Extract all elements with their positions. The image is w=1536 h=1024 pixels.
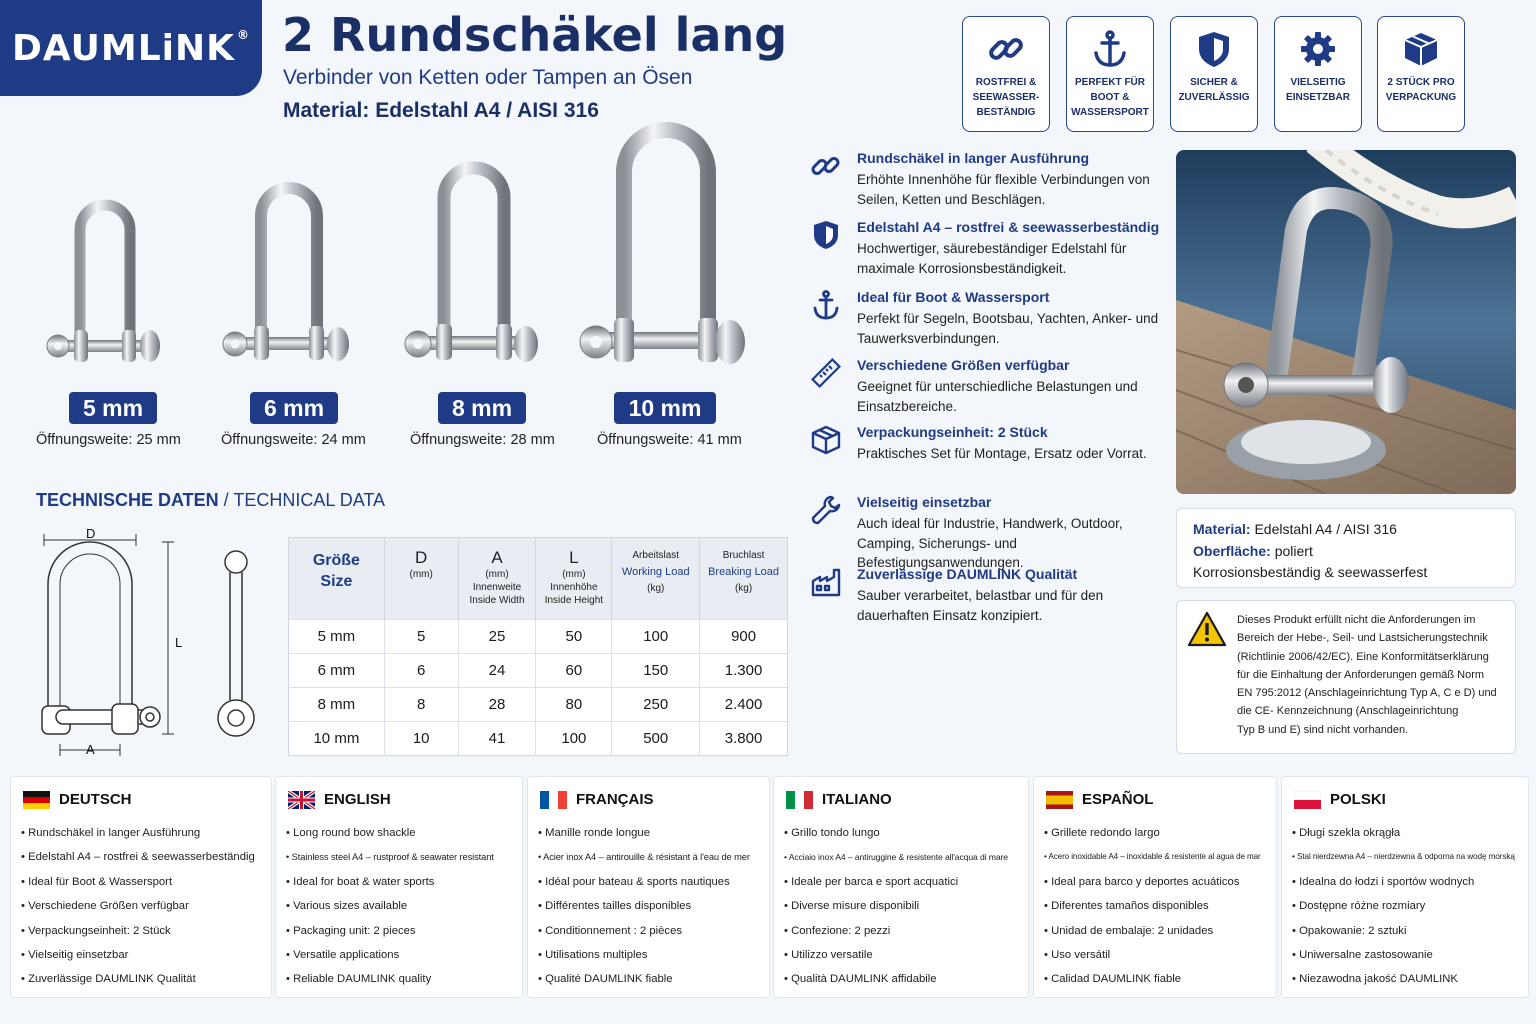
feature-text: Hochwertiger, säurebeständiger Edelstahl für maximale Korrosionsbeständigkeit.: [857, 241, 1127, 276]
list-item: • Long round bow shackle: [286, 827, 416, 839]
cell-a: 28: [458, 688, 536, 722]
cell-a: 41: [458, 722, 536, 756]
table-row: [289, 620, 788, 654]
table-row: [289, 688, 788, 722]
cell-d: 8: [384, 688, 458, 722]
page-title: 2 Rundschäkel lang: [282, 8, 788, 62]
flag-pl-icon: [1294, 791, 1321, 809]
cell-l: 80: [536, 688, 612, 722]
lang-name: FRANÇAIS: [576, 791, 654, 808]
diagram-label-a: A: [86, 742, 95, 757]
product-photo: [1176, 150, 1516, 494]
anchor-icon: [1090, 29, 1130, 69]
cell-size: 10 mm: [289, 722, 385, 756]
warning-box: [1176, 600, 1516, 754]
list-item: • Qualité DAUMLINK fiable: [538, 973, 673, 986]
header-size: Größe Size: [289, 538, 385, 620]
flag-gb-icon: [288, 791, 315, 809]
list-item: • Ideal for boat & water sports: [286, 875, 435, 888]
list-item: • Manille ronde longue: [538, 827, 650, 839]
corrosion-note: Korrosionsbeständig & seewasserfest: [1193, 564, 1428, 580]
cell-l: 100: [536, 722, 612, 756]
warning-text: Dieses Produkt erfüllt nicht die Anforderungen im Bereich der Hebe-, Seil- und Lastsicherungstechnik (Richtlinie 2006/42/EC). Eine Konformitätserklärung für die Einhaltung der Anforderungen gemäß Norm EN 795:2012 (Anschlageinrichtung Typ A, C e D) und die CE- Kennzeichnung (Anschlageinrichtung Typ B und E) sind nicht vorhanden.: [1237, 614, 1497, 736]
cell-d: 10: [384, 722, 458, 756]
list-item: • Ideal für Boot & Wassersport: [21, 875, 173, 888]
lang-list: [286, 821, 494, 992]
brand-mark: ®: [237, 27, 250, 42]
lang-list: [1044, 821, 1261, 992]
cell-breaking-load: 1.300: [700, 654, 788, 688]
header-d: D (mm): [384, 538, 458, 620]
badge-rustproof: [962, 16, 1050, 132]
list-item: • Verschiedene Größen verfügbar: [21, 900, 189, 913]
material-info-box: [1176, 508, 1516, 588]
list-item: • Rundschäkel in langer Ausführung: [21, 827, 201, 839]
feature-text: Praktisches Set für Montage, Ersatz oder Vorrat.: [857, 446, 1147, 461]
list-item: • Reliable DAUMLINK quality: [286, 973, 432, 986]
material-info-line: Material: Edelstahl A4 / AISI 316: [1193, 521, 1397, 537]
lang-panel-english: [275, 776, 523, 998]
badge-boat: [1066, 16, 1154, 132]
brand-name: DAUMLiNK: [12, 27, 235, 69]
box-icon: [810, 424, 842, 456]
box-icon: [1401, 29, 1441, 69]
list-item: • Versatile applications: [286, 949, 400, 962]
opening-width-6mm: Öffnungsweite: 24 mm: [221, 432, 366, 448]
list-item: • Acier inox A4 – antirouille & résistant à l'eau de mer: [538, 852, 750, 863]
lang-name: DEUTSCH: [59, 791, 132, 808]
brand-logo: [0, 0, 262, 96]
shackle-5mm-image: [40, 190, 170, 380]
table-row: [289, 722, 788, 756]
size-label-10mm: 10 mm: [614, 392, 716, 424]
list-item: • Qualità DAUMLINK affidabile: [784, 973, 937, 986]
technical-data-heading: TECHNISCHE DATEN / TECHNICAL DATA: [36, 490, 386, 510]
anchor-icon: [810, 289, 842, 321]
list-item: • Dostępne różne rozmiary: [1292, 900, 1426, 913]
size-label-5mm: 5 mm: [69, 392, 157, 424]
header-a: A (mm) Innenweite Inside Width: [458, 538, 536, 620]
cell-l: 60: [536, 654, 612, 688]
table-header-row: [289, 538, 788, 620]
cell-breaking-load: 2.400: [700, 688, 788, 722]
list-item: • Diverse misure disponibili: [784, 900, 920, 913]
badge-label: 2 STÜCK PRO VERPACKUNG: [1385, 77, 1457, 103]
opening-width-10mm: Öffnungsweite: 41 mm: [597, 432, 742, 448]
cell-working-load: 250: [612, 688, 700, 722]
list-item: • Grillo tondo lungo: [784, 827, 880, 839]
diagram-label-l: L: [175, 635, 183, 650]
badge-pack: [1377, 16, 1465, 132]
lang-panel-polski: [1281, 776, 1529, 998]
flag-fr-icon: [540, 791, 567, 809]
cell-size: 5 mm: [289, 620, 385, 654]
list-item: • Verpackungseinheit: 2 Stück: [21, 924, 171, 937]
list-item: • Zuverlässige DAUMLINK Qualität: [21, 973, 196, 986]
wrench-icon: [810, 494, 842, 526]
lang-panel-francais: [527, 776, 770, 998]
size-label-6mm: 6 mm: [250, 392, 338, 424]
list-item: • Długi szekla okrągła: [1292, 827, 1401, 839]
feature-title: Vielseitig einsetzbar: [857, 494, 992, 510]
list-item: • Ideale per barca e sport acquatici: [784, 875, 959, 888]
list-item: • Unidad de embalaje: 2 unidades: [1044, 924, 1214, 937]
badge-label: PERFEKT FÜR BOOT & WASSERSPORT: [1071, 77, 1149, 118]
list-item: • Acciaio inox A4 – antiruggine & resistente all'acqua di mare: [784, 852, 1008, 863]
opening-width-5mm: Öffnungsweite: 25 mm: [36, 432, 181, 448]
list-item: • Utilizzo versatile: [784, 949, 873, 962]
header-l: L (mm) Innenhöhe Inside Height: [536, 538, 612, 620]
diagram-label-d: D: [86, 526, 96, 541]
badge-label: ROSTFREI & SEEWASSER-BESTÄNDIG: [972, 77, 1040, 118]
lang-panel-espanol: [1033, 776, 1277, 998]
shackle-10mm-image: [574, 120, 754, 382]
size-label-8mm: 8 mm: [438, 392, 526, 424]
flag-es-icon: [1046, 791, 1073, 809]
lang-list: [21, 821, 255, 992]
ruler-icon: [810, 357, 842, 389]
list-item: • Edelstahl A4 – rostfrei & seewasserbeständig: [21, 851, 255, 864]
page-subtitle: Verbinder von Ketten oder Tampen an Ösen: [283, 66, 693, 89]
badge-safe: [1170, 16, 1258, 132]
lang-name: ENGLISH: [324, 791, 391, 808]
list-item: • Ideal para barco y deportes acuáticos: [1044, 875, 1240, 888]
feature-title: Verpackungseinheit: 2 Stück: [857, 424, 1048, 440]
cell-working-load: 150: [612, 654, 700, 688]
list-item: • Various sizes available: [286, 900, 408, 913]
lang-name: ITALIANO: [822, 791, 892, 808]
material-line: Material: Edelstahl A4 / AISI 316: [283, 99, 599, 122]
lang-list: [538, 821, 750, 992]
cell-a: 25: [458, 620, 536, 654]
cell-breaking-load: 900: [700, 620, 788, 654]
feature-title: Rundschäkel in langer Ausführung: [857, 150, 1090, 166]
list-item: • Vielseitig einsetzbar: [21, 949, 129, 962]
factory-icon: [810, 566, 842, 598]
feature-title: Edelstahl A4 – rostfrei & seewasserbeständig: [857, 219, 1160, 235]
feature-title: Verschiedene Größen verfügbar: [857, 357, 1070, 373]
list-item: • Acero inoxidable A4 – inoxidable & resistente al agua de mar: [1044, 852, 1261, 862]
warning-triangle-icon: [1187, 611, 1227, 647]
cell-size: 6 mm: [289, 654, 385, 688]
list-item: • Idealna do łodzi i sportów wodnych: [1292, 875, 1475, 888]
list-item: • Utilisations multiples: [538, 949, 648, 962]
shackle-8mm-image: [398, 158, 548, 380]
badge-label: VIELSEITIG EINSETZBAR: [1286, 77, 1350, 103]
list-item: • Calidad DAUMLINK fiable: [1044, 973, 1182, 986]
feature-text: Sauber verarbeitet, belastbar und für den dauerhaften Einsatz konzipiert.: [857, 588, 1104, 623]
cell-d: 6: [384, 654, 458, 688]
lang-list: [784, 821, 1008, 992]
cell-working-load: 100: [612, 620, 700, 654]
chain-link-icon: [986, 29, 1026, 69]
cell-working-load: 500: [612, 722, 700, 756]
feature-title: Zuverlässige DAUMLINK Qualität: [857, 566, 1078, 582]
list-item: • Stal nierdzewna A4 – nierdzewna & odporna na wodę morską: [1292, 852, 1515, 862]
badge-versatile: [1274, 16, 1362, 132]
lang-panel-italiano: [773, 776, 1029, 998]
list-item: • Diferentes tamaños disponibles: [1044, 900, 1209, 913]
lang-list: [1292, 821, 1515, 992]
feature-text: Perfekt für Segeln, Bootsbau, Yachten, Anker- und Tauwerksverbindungen.: [857, 311, 1159, 346]
header-breaking-load: Bruchlast Breaking Load (kg): [700, 538, 788, 620]
list-item: • Uso versátil: [1044, 949, 1111, 962]
feature-text: Erhöhte Innenhöhe für flexible Verbindungen von Seilen, Ketten und Beschlägen.: [857, 172, 1150, 207]
cell-l: 50: [536, 620, 612, 654]
list-item: • Uniwersalne zastosowanie: [1292, 949, 1433, 962]
list-item: • Conditionnement : 2 pièces: [538, 924, 682, 937]
lang-panel-deutsch: [10, 776, 272, 998]
list-item: • Stainless steel A4 – rustproof & seawater resistant: [286, 852, 494, 863]
shield-icon: [810, 219, 842, 251]
cell-size: 8 mm: [289, 688, 385, 722]
cell-a: 24: [458, 654, 536, 688]
list-item: • Différentes tailles disponibles: [538, 900, 692, 913]
header-working-load: Arbeitslast Working Load (kg): [612, 538, 700, 620]
list-item: • Grillete redondo largo: [1044, 827, 1160, 839]
shield-icon: [1194, 29, 1234, 69]
feature-title: Ideal für Boot & Wassersport: [857, 289, 1050, 305]
chain-link-icon: [810, 150, 842, 182]
badge-label: SICHER & ZUVERLÄSSIG: [1178, 77, 1250, 103]
list-item: • Niezawodna jakość DAUMLINK: [1292, 973, 1458, 986]
cell-d: 5: [384, 620, 458, 654]
flag-it-icon: [786, 791, 813, 809]
gear-icon: [1298, 29, 1338, 69]
lang-name: POLSKI: [1330, 791, 1386, 808]
flag-de-icon: [23, 791, 50, 809]
cell-breaking-load: 3.800: [700, 722, 788, 756]
lang-name: ESPAÑOL: [1082, 791, 1154, 808]
feature-text: Auch ideal für Industrie, Handwerk, Outdoor, Camping, Sicherungs- und Befestigungsanwendungen.: [857, 516, 1123, 570]
feature-text: Geeignet für unterschiedliche Belastungen und Einsatzbereiche.: [857, 379, 1138, 414]
opening-width-8mm: Öffnungsweite: 28 mm: [410, 432, 555, 448]
dimension-diagram: [30, 520, 270, 760]
shackle-6mm-image: [215, 178, 355, 378]
list-item: • Packaging unit: 2 pieces: [286, 924, 416, 937]
list-item: • Idéal pour bateau & sports nautiques: [538, 875, 730, 888]
list-item: • Confezione: 2 pezzi: [784, 924, 891, 937]
surface-info-line: Oberfläche: poliert: [1193, 542, 1313, 559]
table-row: [289, 654, 788, 688]
list-item: • Opakowanie: 2 sztuki: [1292, 924, 1407, 937]
technical-data-table: [288, 537, 788, 756]
